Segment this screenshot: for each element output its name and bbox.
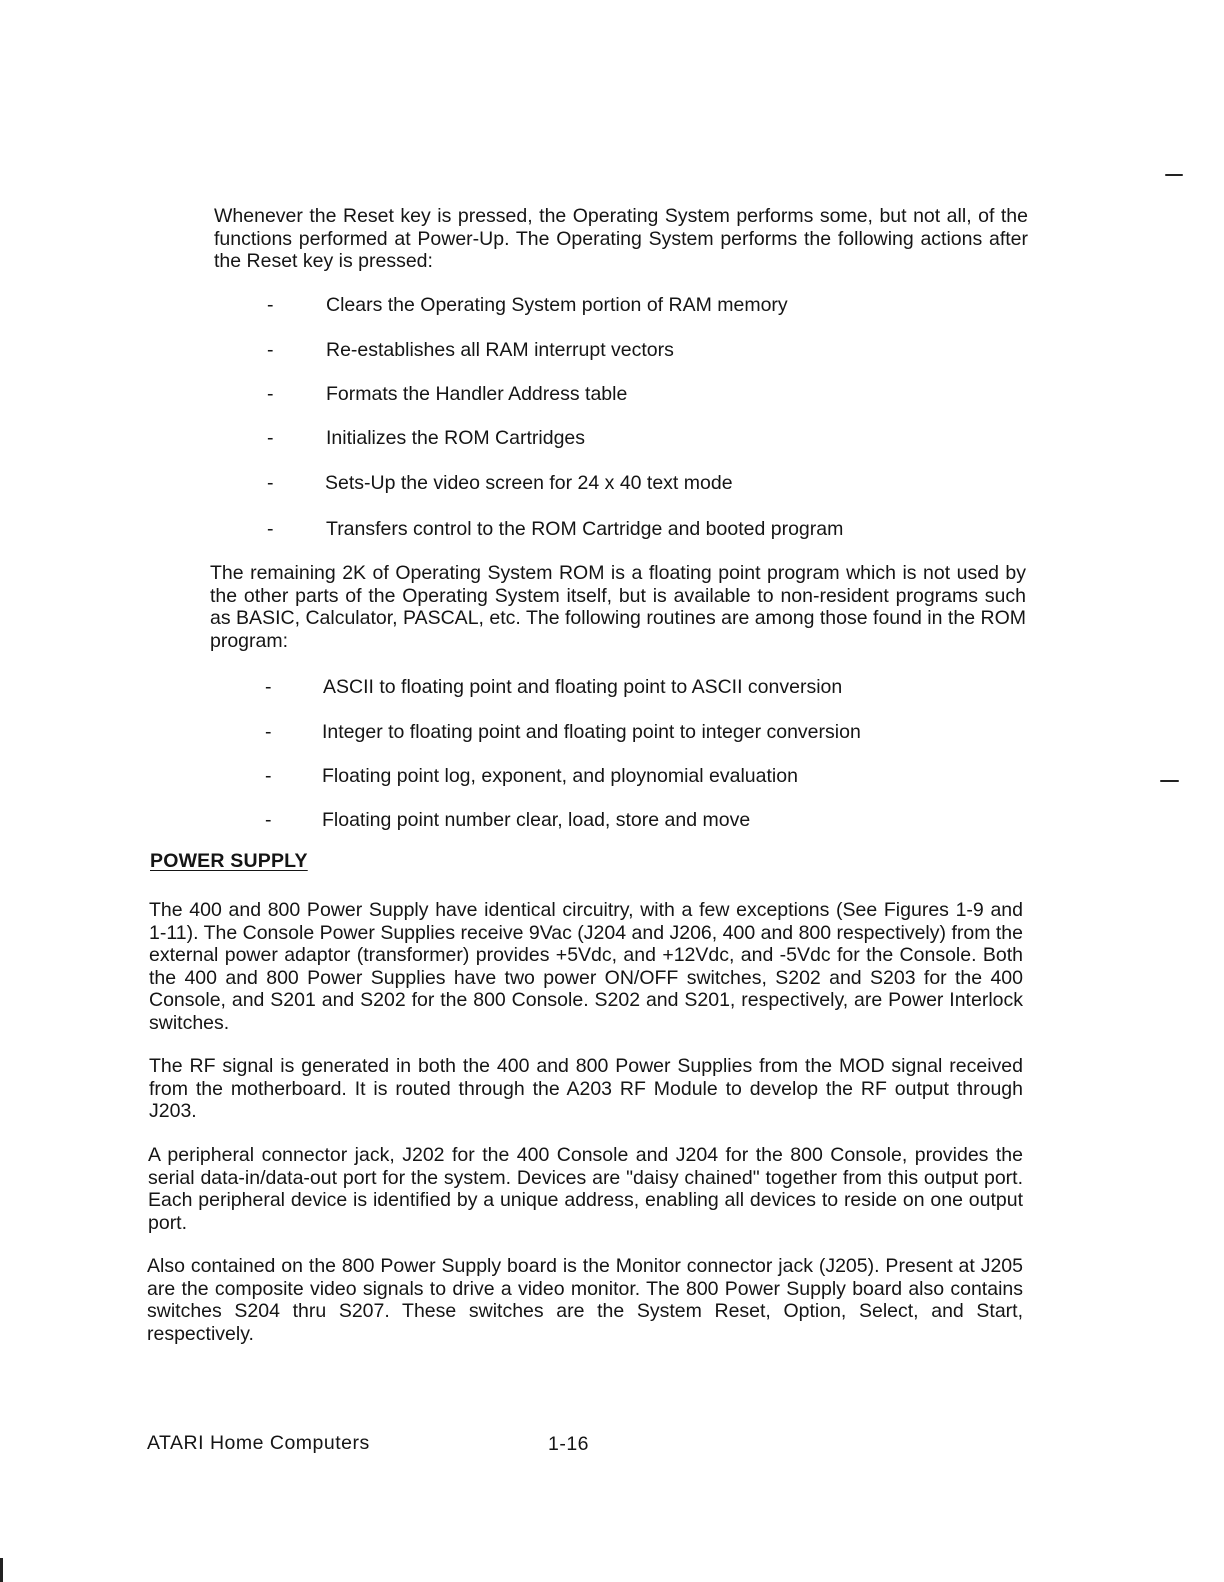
reset-action-2: Re-establishes all RAM interrupt vectors xyxy=(326,339,674,361)
scan-mark-top-right xyxy=(1165,174,1183,176)
rom-routine-1: ASCII to floating point and floating point to ASCII conversion xyxy=(323,676,843,698)
scan-mark-mid-right xyxy=(1160,780,1179,782)
bullet-dash: - xyxy=(267,339,274,361)
power-paragraph-2: The RF signal is generated in both the 400 and 800 Power Supplies from the MOD signal received from the motherboard. It is routed through the A203 RF Module to develop the RF output through J203. xyxy=(149,1055,1023,1122)
scan-mark-bottom-left xyxy=(0,1558,3,1582)
bullet-dash: - xyxy=(265,765,272,787)
power-paragraph-1: The 400 and 800 Power Supply have identical circuitry, with a few exceptions (See Figures 1-9 and 1-11). The Console Power Supplies receive 9Vac (J204 and J206, 400 and 800 respectively) from the external power adaptor (transformer) provides +5Vdc, and +12Vdc, and -5Vdc for the Console. Both the 400 and 800 Power Supplies have two power ON/OFF switches, S202 and S203 for the 400 Console, and S201 and S202 for the 800 Console. S202 and S201, respectively, are Power Interlock switches. xyxy=(149,899,1023,1034)
reset-action-6: Transfers control to the ROM Cartridge and booted program xyxy=(326,518,844,540)
footer-title: ATARI Home Computers xyxy=(147,1432,370,1454)
bullet-dash: - xyxy=(265,676,272,698)
reset-action-1: Clears the Operating System portion of RAM memory xyxy=(326,294,788,316)
rom-routine-3: Floating point log, exponent, and ploynomial evaluation xyxy=(322,765,798,787)
power-paragraph-3: A peripheral connector jack, J202 for the 400 Console and J204 for the 800 Console, provides the serial data-in/data-out port for the system. Devices are "daisy chained" together from this output port. Each peripheral device is identified by a unique address, enabling all devices to reside on one output port. xyxy=(148,1144,1023,1234)
reset-action-5: Sets-Up the video screen for 24 x 40 text mode xyxy=(325,472,733,494)
section-heading: POWER SUPPLY xyxy=(150,850,308,872)
rom-routine-4: Floating point number clear, load, store and move xyxy=(322,809,751,831)
bullet-dash: - xyxy=(267,518,274,540)
bullet-dash: - xyxy=(267,472,274,494)
power-paragraph-4: Also contained on the 800 Power Supply board is the Monitor connector jack (J205). Present at J205 are the composite video signals to drive a video monitor. The 800 Power Supply board also contains switches S204 thru S207. These switches are the System Reset, Option, Select, and Start, respectively. xyxy=(147,1255,1023,1345)
bullet-dash: - xyxy=(265,809,272,831)
reset-action-4: Initializes the ROM Cartridges xyxy=(326,427,586,449)
rom-paragraph: The remaining 2K of Operating System ROM is a floating point program which is not used by the other parts of the Operating System itself, but is available to non-resident programs such as BASIC, Calculator, PASCAL, etc. The following routines are among those found in the ROM program: xyxy=(210,562,1026,652)
bullet-dash: - xyxy=(265,721,272,743)
bullet-dash: - xyxy=(267,294,274,316)
reset-action-3: Formats the Handler Address table xyxy=(326,383,628,405)
page-number: 1-16 xyxy=(548,1433,590,1455)
bullet-dash: - xyxy=(267,383,274,405)
bullet-dash: - xyxy=(267,427,274,449)
rom-routine-2: Integer to floating point and floating point to integer conversion xyxy=(322,721,861,743)
intro-paragraph: Whenever the Reset key is pressed, the Operating System performs some, but not all, of the functions performed at Power-Up. The Operating System performs the following actions after the Reset key is pressed: xyxy=(214,205,1028,272)
